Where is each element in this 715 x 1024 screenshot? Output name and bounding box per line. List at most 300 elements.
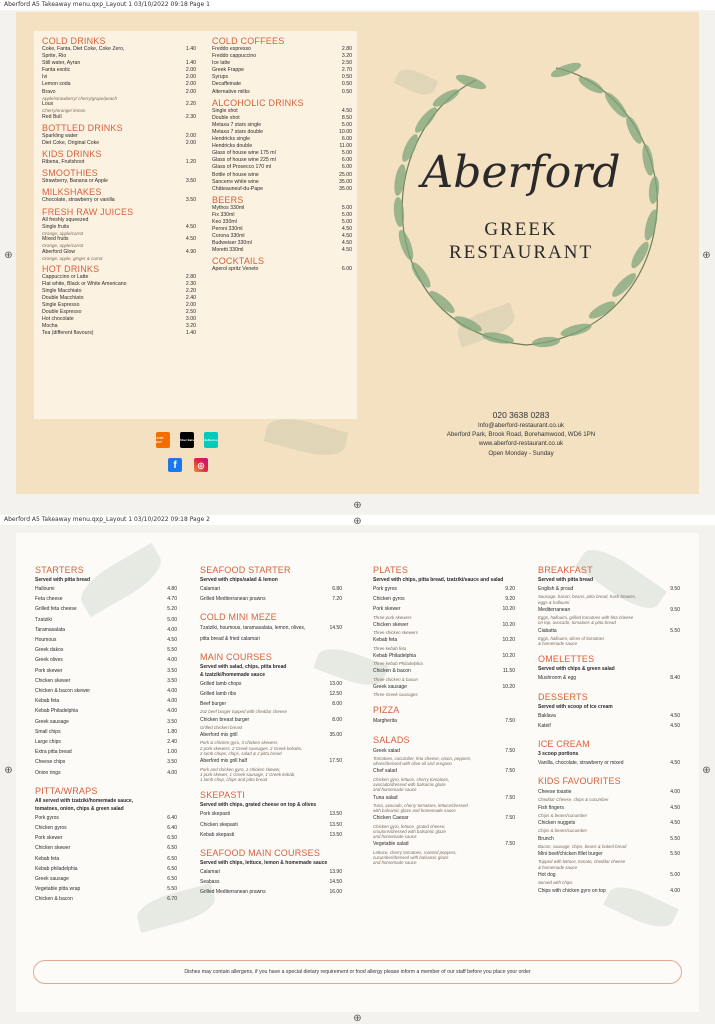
opening-hours: Open Monday - Sunday xyxy=(488,449,554,457)
item-description: Three chicken & bacon xyxy=(373,676,418,682)
item-price: 3.50 xyxy=(167,677,177,684)
item-name: Double shot xyxy=(212,114,240,121)
menu-item xyxy=(35,615,177,625)
menu-item xyxy=(35,727,177,737)
menu-item xyxy=(373,666,515,676)
item-price: 10.20 xyxy=(502,606,515,613)
item-name: Mediterranean xyxy=(538,606,571,613)
menu-item xyxy=(42,67,196,74)
item-name: Peroni 330ml xyxy=(212,226,243,233)
item-name: Pork skewer xyxy=(373,606,401,613)
menu-item xyxy=(373,635,515,645)
item-description: and homemade sauce xyxy=(373,834,417,840)
item-name: Hot dog xyxy=(538,872,556,878)
menu-item xyxy=(200,623,342,633)
item-price: 3.50 xyxy=(167,667,177,674)
item-price: 2.80 xyxy=(341,46,352,52)
item-name: Baklava xyxy=(538,712,556,719)
item-price: 6.00 xyxy=(341,157,352,164)
item-price: 9.20 xyxy=(505,586,515,592)
item-description: Pork and chicken gyro, 1 chicken skewer, xyxy=(200,766,281,772)
item-name: Syrups xyxy=(212,74,229,81)
section-title: SEAFOOD STARTER xyxy=(200,565,291,575)
item-price: 4.50 xyxy=(670,804,680,811)
item-name: Chips with chicken gyro on top xyxy=(538,887,606,894)
item-name: Hendricks double xyxy=(212,143,253,150)
instagram-icon[interactable]: ◎ xyxy=(194,458,208,472)
item-price: 6.00 xyxy=(341,164,352,171)
menu-item xyxy=(42,46,196,53)
item-name: Keo 330ml xyxy=(212,218,237,225)
uber-eats-logo: Uber Eats xyxy=(180,432,194,448)
section-title: PLATES xyxy=(373,565,409,575)
menu-item xyxy=(42,274,196,281)
menu-item xyxy=(35,813,177,823)
crop-mark-icon: ⊕ xyxy=(4,250,13,261)
item-description: with balsamic glaze and homemade sauce xyxy=(373,808,456,813)
item-price: 4.00 xyxy=(167,688,177,695)
item-name: Hendricks single xyxy=(212,136,251,143)
crop-mark-icon: ⊕ xyxy=(702,250,711,261)
item-price: 3.50 xyxy=(185,178,196,185)
menu-item xyxy=(200,867,342,877)
menu-item xyxy=(35,625,177,635)
item-price: 4.50 xyxy=(341,233,352,240)
item-price: 10.00 xyxy=(339,128,352,135)
item-name: Seabass xyxy=(200,879,220,886)
section-title: SEAFOOD MAIN COURSES xyxy=(200,848,321,859)
print-header: Aberford A5 Takeaway menu.qxp_Layout 1 03/10/2022 09:18 Page 2 xyxy=(0,515,715,525)
menu-item xyxy=(42,249,196,256)
item-description: olives/dressed with olive oil and oregano xyxy=(373,761,452,767)
menu-item xyxy=(538,870,680,880)
brand-line-2: RESTAURANT xyxy=(448,242,594,263)
item-name: Chicken breast burger xyxy=(200,716,250,723)
item-name: Aberford Glow xyxy=(42,248,76,255)
item-price: 2.50 xyxy=(341,60,352,67)
menu-item xyxy=(538,834,680,844)
item-price: 4.50 xyxy=(670,760,680,766)
item-price: 8.40 xyxy=(670,675,680,682)
item-name: Pork skepasti xyxy=(200,811,231,818)
item-price: 6.80 xyxy=(332,586,342,592)
item-price: 6.50 xyxy=(167,865,177,872)
menu-item xyxy=(200,679,342,689)
item-price: 2.00 xyxy=(185,74,196,81)
section-title: KIDS FAVOURITES xyxy=(538,776,621,787)
item-price: 17.50 xyxy=(329,758,342,765)
menu-item xyxy=(538,886,680,896)
section-title: COLD COFFEES xyxy=(212,36,285,46)
item-name: Large chips xyxy=(35,739,61,746)
item-description: Three kebab feta xyxy=(373,645,407,651)
brand-line-1: GREEK xyxy=(484,219,558,240)
item-name: Pork skewer xyxy=(35,835,63,842)
menu-item xyxy=(42,217,196,224)
item-price: 8.50 xyxy=(341,114,352,121)
item-name: Chicken nuggets xyxy=(538,820,576,827)
item-price: 2.80 xyxy=(185,273,196,280)
item-price: 5.00 xyxy=(167,616,177,623)
menu-item xyxy=(35,823,177,833)
contact-block xyxy=(366,410,676,458)
menu-item xyxy=(212,46,352,53)
item-name: Kebab feta xyxy=(35,698,60,705)
item-name: Single shot xyxy=(212,107,238,114)
item-description: avocado/dressed with balsamic glaze xyxy=(373,781,446,787)
item-price: 2.30 xyxy=(185,113,196,120)
item-name: Pork gyros xyxy=(373,586,397,592)
section-title: FRESH RAW JUICES xyxy=(42,206,134,217)
item-price: 9.20 xyxy=(505,596,515,603)
menu-item xyxy=(373,651,515,661)
facebook-icon[interactable]: f xyxy=(168,458,182,472)
menu-item xyxy=(35,635,177,645)
section-subtitle: tomatoes, onion, chips & green salad xyxy=(35,805,124,812)
item-price: 8.00 xyxy=(332,701,342,708)
item-price: 6.50 xyxy=(167,876,177,883)
section-subtitle: Served with pitta bread xyxy=(35,577,91,583)
item-price: 2.40 xyxy=(167,739,177,746)
item-name: Kateif xyxy=(538,722,551,729)
item-name: Aperol spritz Veneto xyxy=(212,266,259,273)
menu-item xyxy=(35,894,177,904)
item-price: 13.90 xyxy=(329,869,342,876)
item-name: Glass of house wine 225 ml xyxy=(212,157,276,164)
section-title: COCKTAILS xyxy=(212,256,265,267)
menu-item xyxy=(200,715,342,725)
item-price: 7.50 xyxy=(505,718,515,725)
menu-item xyxy=(538,758,680,768)
item-price: 16.00 xyxy=(329,889,342,896)
item-name: Halloumi xyxy=(35,586,55,592)
item-description: Chicken gyro, lettuce, grated cheese, xyxy=(373,823,446,829)
item-price: 4.50 xyxy=(185,223,196,230)
section-title: BEERS xyxy=(212,194,244,205)
section-title: KIDS DRINKS xyxy=(42,149,102,160)
item-name: Beef burger xyxy=(200,701,227,708)
menu-item xyxy=(42,224,196,231)
item-name: Mini beef/chicken fillet burger xyxy=(538,851,603,858)
item-price: 6.00 xyxy=(341,136,352,143)
menu-page-1 xyxy=(16,12,699,494)
menu-item xyxy=(35,686,177,696)
item-price: 4.00 xyxy=(670,789,680,796)
item-name: Houmous xyxy=(35,637,57,644)
section-title: HOT DRINKS xyxy=(42,263,100,274)
item-name: Chicken skewer xyxy=(35,677,71,684)
item-description: Chips & beans/cucumber xyxy=(538,828,588,834)
item-price: 6.50 xyxy=(167,845,177,852)
item-name: Still water, Ayran xyxy=(42,60,81,67)
menu-page-2 xyxy=(16,533,699,1012)
item-name: Cappuccino or Latte xyxy=(42,273,89,280)
phone-number[interactable]: 020 3638 0283 xyxy=(492,410,550,420)
menu-item xyxy=(373,746,515,756)
item-price: 4.00 xyxy=(167,708,177,715)
item-name: Strawberry, Banana or Apple xyxy=(42,178,108,185)
item-name: Chicken Caesar xyxy=(373,815,409,822)
item-price: 6.50 xyxy=(167,835,177,842)
item-name: Kebab feta xyxy=(35,855,60,862)
item-price: 2.00 xyxy=(185,81,196,88)
item-description: 1 pork skewer, 1 Greek sausage, 1 Greek kebab, xyxy=(200,771,296,777)
item-price: 13.50 xyxy=(329,811,342,818)
item-price: 10.20 xyxy=(502,621,515,628)
menu-item xyxy=(200,730,342,740)
menu-item xyxy=(42,236,196,243)
menu-item xyxy=(212,233,352,240)
item-price: 3.20 xyxy=(341,53,352,60)
item-name: Chicken & bacon xyxy=(35,896,73,903)
item-price: 8.00 xyxy=(332,716,342,723)
item-description: and homemade sauce xyxy=(373,787,417,793)
menu-item xyxy=(35,864,177,874)
item-price: 4.50 xyxy=(670,820,680,827)
menu-item xyxy=(212,115,352,122)
email-address[interactable]: Info@aberford-restaurant.co.uk xyxy=(477,422,565,429)
item-price: 4.50 xyxy=(341,107,352,114)
section-title: BOTTLED DRINKS xyxy=(42,123,123,134)
item-price: 2.00 xyxy=(185,302,196,309)
item-description: Cherry/orange/ lemon xyxy=(42,108,86,114)
item-name: Chocolate, strawberry or vanilla xyxy=(42,197,115,204)
menu-item xyxy=(373,682,515,692)
menu-item xyxy=(200,756,342,766)
menu-item xyxy=(42,140,196,147)
item-name: Greek sausage xyxy=(35,876,69,883)
item-price: 2.00 xyxy=(185,133,196,140)
menu-item xyxy=(212,67,352,74)
item-price: 5.50 xyxy=(670,835,680,842)
item-price: 2.00 xyxy=(185,88,196,95)
item-name: Single Macchiato xyxy=(42,287,82,294)
menu-item xyxy=(212,136,352,143)
item-name: Alternative milks xyxy=(212,88,250,95)
menu-item xyxy=(212,143,352,150)
item-description: Three chicken skewers xyxy=(373,630,418,636)
item-description: Bacon, sausage, chips, beans & baked bread xyxy=(538,843,627,849)
item-name: Mythos 330ml xyxy=(212,204,245,211)
item-price: 4.50 xyxy=(670,722,680,729)
item-name: Mocha xyxy=(42,323,58,330)
section-subtitle: Served with chips, grated cheese on top & olives xyxy=(200,802,317,809)
item-name: Vanilla, chocolate, strawberry or mixed xyxy=(538,760,624,766)
item-price: 4.50 xyxy=(167,637,177,644)
section-title: STARTERS xyxy=(35,565,84,575)
menu-item xyxy=(373,620,515,630)
menu-item xyxy=(373,766,515,776)
item-price: 5.20 xyxy=(167,606,177,613)
section-subtitle: 3 scoop portions xyxy=(538,751,579,757)
item-name: Extra pitta bread xyxy=(35,749,72,756)
drinks-column-left xyxy=(42,36,196,338)
item-description: Topped with lettuce, tomato, cheddar cheese xyxy=(538,859,626,865)
item-name: Greek sausage xyxy=(373,683,407,690)
menu-item xyxy=(42,114,196,121)
menu-item xyxy=(538,849,680,859)
food-column-2 xyxy=(200,565,342,898)
crop-mark-icon: ⊕ xyxy=(353,500,362,511)
item-name: Single fruits xyxy=(42,223,70,230)
item-name: Cheese chips xyxy=(35,759,66,766)
menu-item xyxy=(373,793,515,803)
menu-item xyxy=(538,711,680,721)
menu-item xyxy=(538,721,680,731)
menu-item xyxy=(42,74,196,81)
item-price: 5.50 xyxy=(670,851,680,858)
deliveroo-logo: deliveroo xyxy=(204,432,218,448)
item-price: 4.00 xyxy=(670,887,680,894)
menu-item xyxy=(212,157,352,164)
item-price: 0.50 xyxy=(341,74,352,81)
section-subtitle: Served with scoop of ice cream xyxy=(538,703,613,710)
section-title: COLD DRINKS xyxy=(42,36,106,46)
item-description: Lettuce, cherry tomatoes, roasted peppers, xyxy=(373,849,457,855)
item-name: Margherita xyxy=(373,718,397,725)
item-price: 5.00 xyxy=(341,150,352,157)
item-name: Ribena, Fruitshoot xyxy=(42,159,85,166)
item-price: 3.50 xyxy=(167,718,177,725)
item-price: 2.00 xyxy=(185,140,196,147)
menu-item xyxy=(42,101,196,108)
item-description: Three Greek sausages xyxy=(373,692,418,698)
section-title: PITTA/WRAPS xyxy=(35,785,98,796)
item-description: 1 lamb chop, chips and pitta bread xyxy=(200,777,268,783)
menu-item xyxy=(35,854,177,864)
menu-item xyxy=(373,584,515,594)
item-price: 1.40 xyxy=(185,46,196,52)
item-name: Tzatziki, houmous, taramasalata, lemon, olives, xyxy=(200,625,306,632)
item-name: Chef salad xyxy=(373,768,397,775)
item-name: Ivi xyxy=(42,74,48,81)
item-name: All freshly squeezed xyxy=(42,216,89,223)
menu-item xyxy=(35,768,177,778)
item-price: 11.50 xyxy=(502,668,515,675)
website-link[interactable]: www.aberford-restaurant.co.uk xyxy=(478,440,564,448)
item-price: 5.00 xyxy=(341,121,352,128)
item-name: Sparkling water xyxy=(42,133,78,140)
section-title: COLD MINI MEZE xyxy=(200,612,277,623)
item-description: 2oz beef burger topped with cheddar cheese xyxy=(200,709,287,715)
menu-item xyxy=(35,884,177,894)
menu-item xyxy=(538,626,680,636)
item-name: Kebab skepasti xyxy=(200,831,235,838)
item-name: Hot chocolate xyxy=(42,316,74,323)
item-description: Chips & beans/cucumber xyxy=(538,812,588,818)
menu-item xyxy=(200,877,342,887)
item-name: Loux xyxy=(42,101,54,108)
item-description: Orange, apple/carrot xyxy=(42,243,84,249)
item-name: Bottle of house wine xyxy=(212,171,259,178)
menu-item xyxy=(35,833,177,843)
menu-item xyxy=(35,676,177,686)
menu-item xyxy=(35,737,177,747)
item-name: Chicken gyros xyxy=(373,596,405,603)
menu-item xyxy=(373,594,515,604)
menu-item xyxy=(212,129,352,136)
menu-item xyxy=(212,240,352,247)
item-price: 9.50 xyxy=(670,606,680,613)
item-name: Greek dakos xyxy=(35,647,64,654)
item-price: 1.40 xyxy=(185,330,196,337)
street-address: Aberford Park, Brook Road, Borehamwood, WD6 1PN xyxy=(446,431,596,439)
menu-item xyxy=(42,316,196,323)
menu-item xyxy=(42,89,196,96)
item-name: Lemon soda xyxy=(42,81,71,88)
menu-item xyxy=(538,787,680,797)
item-name: Decaffeinate xyxy=(212,81,242,88)
menu-item xyxy=(35,584,177,594)
item-name: Sprite, Rio xyxy=(42,53,67,60)
item-name: Cheese toastie xyxy=(538,789,572,796)
item-price: 13.00 xyxy=(329,680,342,687)
item-price: 4.50 xyxy=(670,712,680,719)
item-price: 4.00 xyxy=(167,657,177,664)
item-price: 6.40 xyxy=(167,814,177,821)
item-name: Moretti 330ml xyxy=(212,247,244,254)
item-price: 5.50 xyxy=(167,886,177,893)
menu-item xyxy=(212,212,352,219)
menu-item xyxy=(42,302,196,309)
item-description: Apple/strawberry/ cherry/grape/peach xyxy=(42,95,118,101)
item-price: 5.00 xyxy=(341,218,352,225)
menu-item xyxy=(212,108,352,115)
section-title: PIZZA xyxy=(373,705,400,716)
item-price: 4.00 xyxy=(167,626,177,633)
item-name: Chicken skewer xyxy=(35,845,71,852)
item-description: Three pork skewers xyxy=(373,614,412,620)
menu-item xyxy=(200,699,342,709)
item-name: Single Espresso xyxy=(42,302,80,309)
menu-item xyxy=(200,887,342,897)
item-name: Coke, Fanta, Diet Coke, Coke Zero, xyxy=(42,46,125,52)
item-description: Tuna, avocado, cherry tomatoes, lettuce/dressed xyxy=(373,802,468,808)
item-description: Chicken gyro, lettuce, cherry tomatoes, xyxy=(373,776,450,782)
item-description: Tomatoes, cucumber, feta cheese, onion, peppers, xyxy=(373,755,472,761)
item-name: Pork skewer xyxy=(35,667,63,674)
crop-mark-icon: ⊕ xyxy=(4,765,13,776)
item-description: 2 pork skewers, 2 Greek sausages, 2 Greek kebabs, xyxy=(200,745,303,751)
menu-item xyxy=(200,689,342,699)
section-subtitle: Served with chips & green salad xyxy=(538,666,615,673)
menu-item xyxy=(35,843,177,853)
menu-item xyxy=(42,281,196,288)
item-description: Grilled chicken breast xyxy=(200,724,243,730)
item-name: Chicken skepasti xyxy=(200,821,238,828)
item-name: Mixed fruits xyxy=(42,236,69,243)
item-price: 25.00 xyxy=(339,171,352,178)
item-price: 1.40 xyxy=(185,60,196,67)
item-name: Metaxa 7 stars double xyxy=(212,128,264,135)
print-header: Aberford A5 Takeaway menu.qxp_Layout 1 03/10/2022 09:18 Page 1 xyxy=(0,0,715,10)
item-price: 2.00 xyxy=(185,67,196,74)
menu-item xyxy=(200,809,342,819)
menu-item xyxy=(200,830,342,840)
item-name: Chicken & bacon xyxy=(373,668,411,675)
menu-item xyxy=(35,604,177,614)
menu-item xyxy=(212,164,352,171)
item-price: 4.50 xyxy=(185,236,196,243)
item-description: Eggs, halloumi, grilled tomatoes with feta cheese xyxy=(538,615,634,620)
item-name: Metaxa 7 stars single xyxy=(212,121,262,128)
item-price: 6.70 xyxy=(167,896,177,903)
menu-item xyxy=(373,839,515,849)
menu-item xyxy=(212,60,352,67)
item-price: 14.50 xyxy=(329,879,342,886)
item-name: Grilled feta cheese xyxy=(35,606,77,613)
menu-item xyxy=(538,673,680,683)
